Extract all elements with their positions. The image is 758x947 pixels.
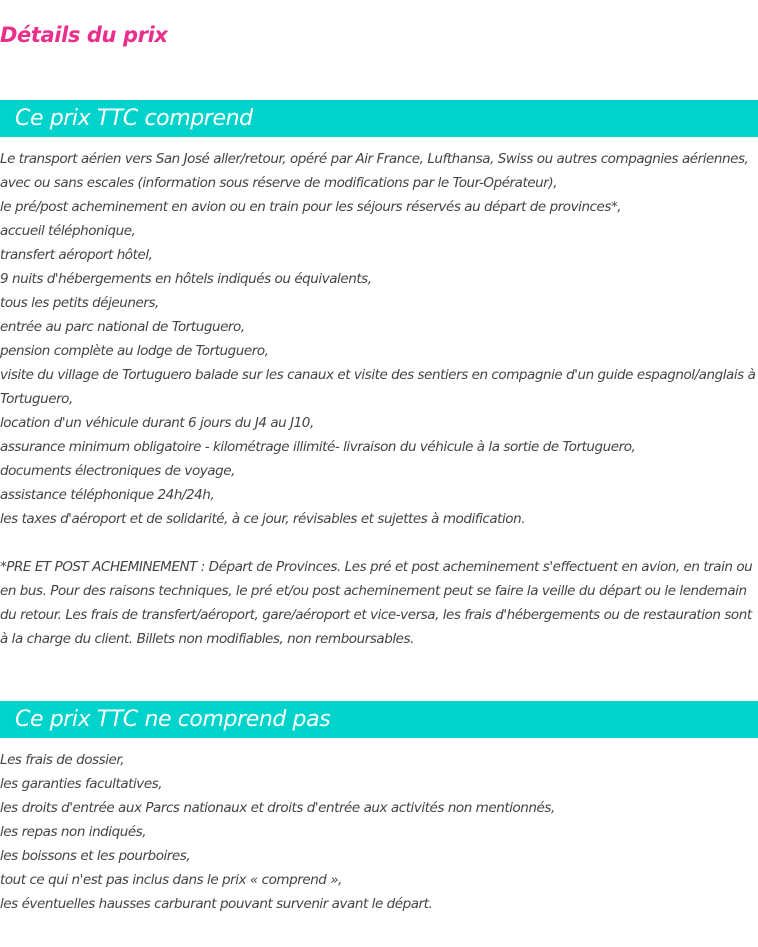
list-item: 9 nuits d'hébergements en hôtels indiqués ou équivalents, [0,271,372,287]
list-item: les repas non indiqués, [0,824,147,840]
page-title: Détails du prix [0,23,168,47]
list-item: le pré/post acheminement en avion ou en train pour les séjours réservés au départ de provinces*, [0,199,622,215]
excluded-section-header [0,701,758,738]
list-item: documents électroniques de voyage, [0,463,235,479]
list-item: transfert aéroport hôtel, [0,247,153,263]
list-item: les éventuelles hausses carburant pouvant survenir avant le départ. [0,896,433,912]
list-item: location d'un véhicule durant 6 jours du J4 au J10, [0,415,314,431]
list-item: les boissons et les pourboires, [0,848,191,864]
list-item: les droits d'entrée aux Parcs nationaux et droits d'entrée aux activités non mentionnés, [0,800,555,816]
included-list [0,147,758,531]
excluded-heading: Ce prix TTC ne comprend pas [15,707,331,732]
list-item: les taxes d'aéroport et de solidarité, à ce jour, révisables et sujettes à modification. [0,511,526,527]
included-section-header [0,100,758,137]
list-item: assistance téléphonique 24h/24h, [0,487,215,503]
list-item: les garanties facultatives, [0,776,163,792]
pre-post-transfer-note: *PRE ET POST ACHEMINEMENT : Départ de Provinces. Les pré et post acheminement s'effectuent en avion, en train ou en bus. Pour des raisons techniques, le pré et/ou post acheminement peut se faire la veille du départ ou le lendemain du retour. Les frais de transfert/aéroport, gare/aéroport et vice-versa, les frais d'hébergements ou de restauration sont à la charge du client. Billets non modifiables, non remboursables. [0,559,753,647]
included-heading: Ce prix TTC comprend [15,106,253,131]
list-item: Les frais de dossier, [0,752,125,768]
list-item: tous les petits déjeuners, [0,295,159,311]
list-item: assurance minimum obligatoire - kilométrage illimité- livraison du véhicule à la sortie de Tortuguero, [0,439,636,455]
list-item: entrée au parc national de Tortuguero, [0,319,245,335]
list-item: visite du village de Tortuguero balade sur les canaux et visite des sentiers en compagnie d'un guide espagnol/anglais à Tortuguero, [0,367,756,407]
list-item: tout ce qui n'est pas inclus dans le prix « comprend », [0,872,342,888]
excluded-list [0,748,758,916]
list-item: pension complète au lodge de Tortuguero, [0,343,269,359]
list-item: Le transport aérien vers San José aller/retour, opéré par Air France, Lufthansa, Swiss ou autres compagnies aériennes, avec ou sans escales (information sous réserve de modifications par le Tour-Opérateur), [0,151,749,191]
list-item: accueil téléphonique, [0,223,136,239]
